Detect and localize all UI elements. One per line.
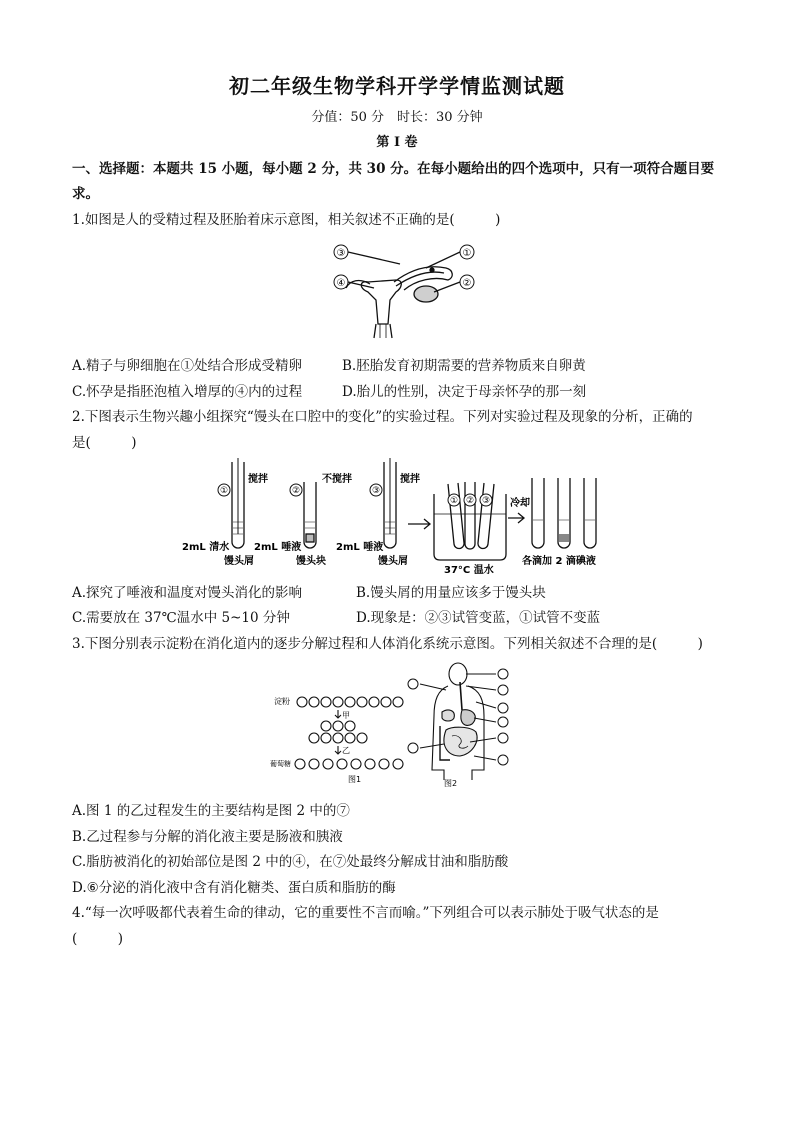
q2-tube-2-desc-a: 2mL 唾液 <box>254 542 302 553</box>
q3-option-c: C.脂肪被消化的初始部位是图 2 中的④，在⑦处最终分解成甘油和脂肪酸 <box>72 854 509 870</box>
q4-paren: ( ) <box>72 931 124 947</box>
q3-yi-label: 乙 <box>342 746 350 755</box>
q3-fig1-label: 图1 <box>348 775 362 784</box>
q2-tube-2-desc-b: 馒头块 <box>296 556 326 567</box>
q3-option-a: A.图 1 的乙过程发生的主要结构是图 2 中的⑦ <box>72 803 350 819</box>
page-title: 初二年级生物学科开学学情监测试题 <box>229 74 565 98</box>
q3-option-d: D.⑥分泌的消化液中含有消化糖类、蛋白质和脂肪的酶 <box>72 880 396 896</box>
q1-option-a: A.精子与卵细胞在①处结合形成受精卵 <box>72 358 303 374</box>
q2-tube-1-desc-a: 2mL 清水 <box>182 542 230 553</box>
q2-beaker-tube-2-label: ② <box>465 496 475 506</box>
q2-iodine-label: 各滴加 2 滴碘液 <box>522 556 596 567</box>
q2-stem-cont: 是( ) <box>72 435 137 451</box>
q1-figure <box>330 240 480 340</box>
q2-figure <box>182 458 612 574</box>
q1-option-c: C.怀孕是指胚泡植入增厚的④内的过程 <box>72 384 303 400</box>
q1-option-b: B.胚胎发育初期需要的营养物质来自卵黄 <box>342 358 586 374</box>
q2-option-b: B.馒头屑的用量应该多于馒头块 <box>356 585 546 601</box>
q1-label-3: ③ <box>336 248 346 259</box>
q3-option-b: B.乙过程参与分解的消化液主要是肠液和胰液 <box>72 829 343 845</box>
q3-glucose-label: 葡萄糖 <box>270 760 291 768</box>
q2-tube-3-desc-a: 2mL 唾液 <box>336 542 384 553</box>
score-time: 分值：50 分 时长：30 分钟 <box>311 110 483 125</box>
q2-stir2-label: 搅拌 <box>400 474 420 485</box>
q1-stem: 1.如图是人的受精过程及胚胎着床示意图，相关叙述不正确的是( ) <box>72 212 501 228</box>
q3-figure <box>270 660 530 788</box>
volume-label: 第 I 卷 <box>376 135 418 150</box>
q2-stir-label: 搅拌 <box>248 474 268 485</box>
q2-nostir-label: 不搅拌 <box>322 474 352 485</box>
q2-tube-2-label: ② <box>291 486 301 496</box>
q2-tube-1-label: ① <box>219 486 229 496</box>
q2-bath-label: 37°C 温水 <box>444 565 494 574</box>
q2-stem: 2.下图表示生物兴趣小组探究“馒头在口腔中的变化”的实验过程。下列对实验过程及现象的分析，正确的 <box>72 409 693 425</box>
q2-tube-1-desc-b: 馒头屑 <box>224 556 254 567</box>
q2-beaker-tube-1-label: ① <box>449 496 459 506</box>
q2-option-a: A.探究了唾液和温度对馒头消化的影响 <box>72 585 303 601</box>
q1-label-1: ① <box>462 248 472 259</box>
q2-option-c: C.需要放在 37℃温水中 5~10 分钟 <box>72 610 290 626</box>
q2-cool-label: 冷却 <box>510 498 530 509</box>
q3-jia-label: 甲 <box>342 711 350 720</box>
q2-tube-3-label: ③ <box>371 486 381 496</box>
q1-option-d: D.胎儿的性别，决定于母亲怀孕的那一刻 <box>342 384 587 400</box>
q2-beaker-tube-3-label: ③ <box>481 496 491 506</box>
q2-tube-3-desc-b: 馒头屑 <box>378 556 408 567</box>
section-instructions: 一、选择题：本题共 15 小题，每小题 2 分，共 30 分。在每小题给出的四个选项中，只有一项符合题目要 <box>72 161 715 177</box>
q4-stem: 4.“每一次呼吸都代表着生命的律动，它的重要性不言而喻。”下列组合可以表示肺处于吸气状态的是 <box>72 905 659 921</box>
q3-starch-label: 淀粉 <box>274 697 290 706</box>
q1-label-4: ④ <box>336 278 346 289</box>
section-instructions-cont: 求。 <box>72 186 99 202</box>
q1-label-2: ② <box>462 278 472 289</box>
q3-fig2-label: 图2 <box>444 779 458 788</box>
q2-option-d: D.现象是：②③试管变蓝，①试管不变蓝 <box>356 610 601 626</box>
q3-stem: 3.下图分别表示淀粉在消化道内的逐步分解过程和人体消化系统示意图。下列相关叙述不合理的是( ) <box>72 636 703 652</box>
